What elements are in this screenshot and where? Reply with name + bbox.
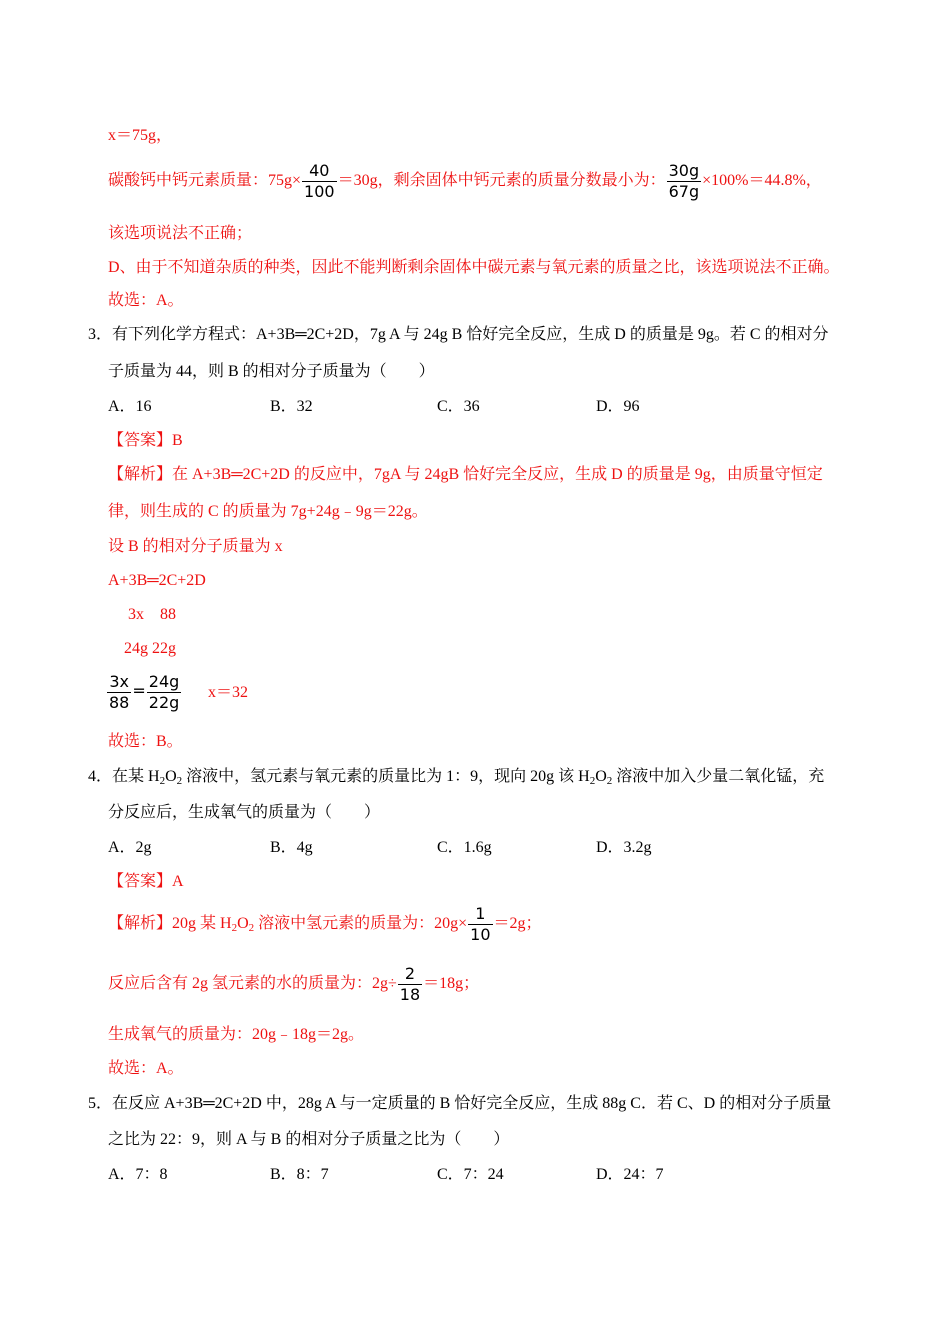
subscript: 2 bbox=[176, 775, 183, 787]
water-fraction bbox=[398, 965, 422, 1004]
option-d-explanation: D、由于不知道杂质的种类，因此不能判断剩余固体中碳元素与氧元素的质量之比，该选项说法不正确。 bbox=[108, 259, 840, 276]
q4-option-a[interactable]: A．2g bbox=[108, 839, 152, 856]
subscript: 2 bbox=[248, 922, 255, 935]
subscript: 2 bbox=[589, 775, 596, 787]
q4-stem-line2: 分反应后，生成氧气的质量为（ ） bbox=[108, 804, 381, 821]
calcium-fraction bbox=[302, 162, 337, 201]
q4-stem-part: 溶液中，氢元素与氧元素的质量比为 1：9，现向 20g 该 H bbox=[182, 768, 590, 785]
analysis-part: ＝18g； bbox=[423, 975, 480, 993]
subscript: 2 bbox=[159, 775, 166, 787]
analysis-part: ＝2g； bbox=[493, 915, 542, 933]
q3-analysis-line1: 【解析】在 A+3B═2C+2D 的反应中，7gA 与 24gB 恰好完全反应，生成 D 的质量是 9g，由质量守恒定 bbox=[108, 466, 823, 483]
q4-analysis-water bbox=[108, 965, 479, 1004]
subscript: 2 bbox=[231, 922, 238, 935]
q4-stem-part: 溶液中加入少量二氧化锰，充 bbox=[612, 768, 825, 785]
fraction-denominator: 10 bbox=[470, 925, 491, 944]
fraction-denominator: 22g bbox=[148, 693, 180, 712]
fraction-numerator: 40 bbox=[302, 162, 337, 182]
q5-stem-line1: 5．在反应 A+3B═2C+2D 中，28g A 与一定质量的 B 恰好完全反应，生成 88g C．若 C、D 的相对分子质量 bbox=[88, 1095, 832, 1112]
fraction-numerator: 2 bbox=[398, 965, 422, 985]
q3-fraction-right bbox=[147, 673, 182, 712]
q3-fraction-left bbox=[107, 673, 131, 712]
q4-stem-line1 bbox=[88, 766, 824, 788]
q4-option-c[interactable]: C．1.6g bbox=[437, 839, 492, 856]
incorrect-statement: 该选项说法不正确； bbox=[108, 225, 253, 242]
q3-answer: 【答案】B bbox=[108, 432, 183, 449]
analysis-part: 【解析】20g 某 H bbox=[108, 915, 232, 933]
fraction-numerator: 3x bbox=[107, 673, 131, 693]
hydrogen-fraction bbox=[468, 905, 492, 944]
q3-option-c[interactable]: C．36 bbox=[437, 398, 480, 415]
percent-suffix: ×100%＝44.8%， bbox=[702, 172, 822, 190]
q4-choice: 故选：A。 bbox=[108, 1060, 184, 1077]
q5-option-c[interactable]: C．7：24 bbox=[437, 1166, 504, 1183]
q4-stem-part: O bbox=[595, 768, 607, 785]
q3-equation: A+3B═2C+2D bbox=[108, 572, 206, 589]
q5-stem-line2: 之比为 22：9，则 A 与 B 的相对分子质量之比为（ ） bbox=[108, 1131, 510, 1148]
q3-stem-line2: 子质量为 44，则 B 的相对分子质量为（ ） bbox=[108, 363, 435, 380]
q4-analysis-oxygen: 生成氧气的质量为：20g﹣18g＝2g。 bbox=[108, 1026, 365, 1043]
fraction-denominator: 100 bbox=[304, 182, 335, 201]
q3-choice: 故选：B。 bbox=[108, 733, 183, 750]
q3-stem-line1: 3．有下列化学方程式：A+3B═2C+2D，7g A 与 24g B 恰好完全反应，生成 D 的质量是 9g。若 C 的相对分 bbox=[88, 326, 829, 343]
q4-answer: 【答案】A bbox=[108, 873, 184, 890]
q3-option-a[interactable]: A．16 bbox=[108, 398, 152, 415]
q3-ratio-row: 3x 88 bbox=[128, 606, 177, 623]
q3-result: x＝32 bbox=[208, 684, 249, 701]
subscript: 2 bbox=[606, 775, 613, 787]
x-result: x＝75g， bbox=[108, 127, 173, 144]
q4-analysis-hydrogen bbox=[108, 905, 542, 944]
q3-proportion bbox=[106, 673, 182, 712]
calcium-mass-prefix: 碳酸钙中钙元素质量：75g× bbox=[108, 172, 302, 190]
fraction-denominator: 67g bbox=[668, 182, 700, 201]
q3-mass-row: 24g 22g bbox=[124, 640, 176, 657]
prev-choice: 故选：A。 bbox=[108, 292, 184, 309]
q4-stem-part: 4．在某 H bbox=[88, 768, 160, 785]
q4-option-d[interactable]: D．3.2g bbox=[596, 839, 652, 856]
fraction-numerator: 30g bbox=[668, 161, 700, 180]
q5-option-b[interactable]: B．8：7 bbox=[270, 1166, 329, 1183]
q3-let-statement: 设 B 的相对分子质量为 x bbox=[108, 538, 283, 555]
q4-option-b[interactable]: B．4g bbox=[270, 839, 313, 856]
q5-option-d[interactable]: D．24：7 bbox=[596, 1166, 664, 1183]
fraction-numerator: 1 bbox=[468, 905, 492, 925]
fraction-denominator: 18 bbox=[399, 985, 421, 1004]
q5-option-a[interactable]: A．7：8 bbox=[108, 1166, 168, 1183]
fraction-denominator: 88 bbox=[109, 693, 130, 712]
analysis-part: O bbox=[237, 915, 249, 933]
fraction-numerator: 24g bbox=[148, 672, 180, 691]
q3-analysis-line2: 律，则生成的 C 的质量为 7g+24g﹣9g＝22g。 bbox=[108, 503, 428, 520]
calcium-mass-mid: ＝30g，剩余固体中钙元素的质量分数最小为： bbox=[337, 172, 666, 190]
percent-fraction bbox=[667, 162, 702, 201]
q4-stem-part: O bbox=[165, 768, 177, 785]
q3-option-d[interactable]: D．96 bbox=[596, 398, 640, 415]
analysis-part: 反应后含有 2g 氢元素的水的质量为：2g÷ bbox=[108, 975, 397, 993]
q3-option-b[interactable]: B．32 bbox=[270, 398, 313, 415]
equals-sign: = bbox=[132, 681, 146, 701]
analysis-part: 溶液中氢元素的质量为：20g× bbox=[254, 915, 468, 933]
calcium-mass-line bbox=[108, 162, 822, 201]
